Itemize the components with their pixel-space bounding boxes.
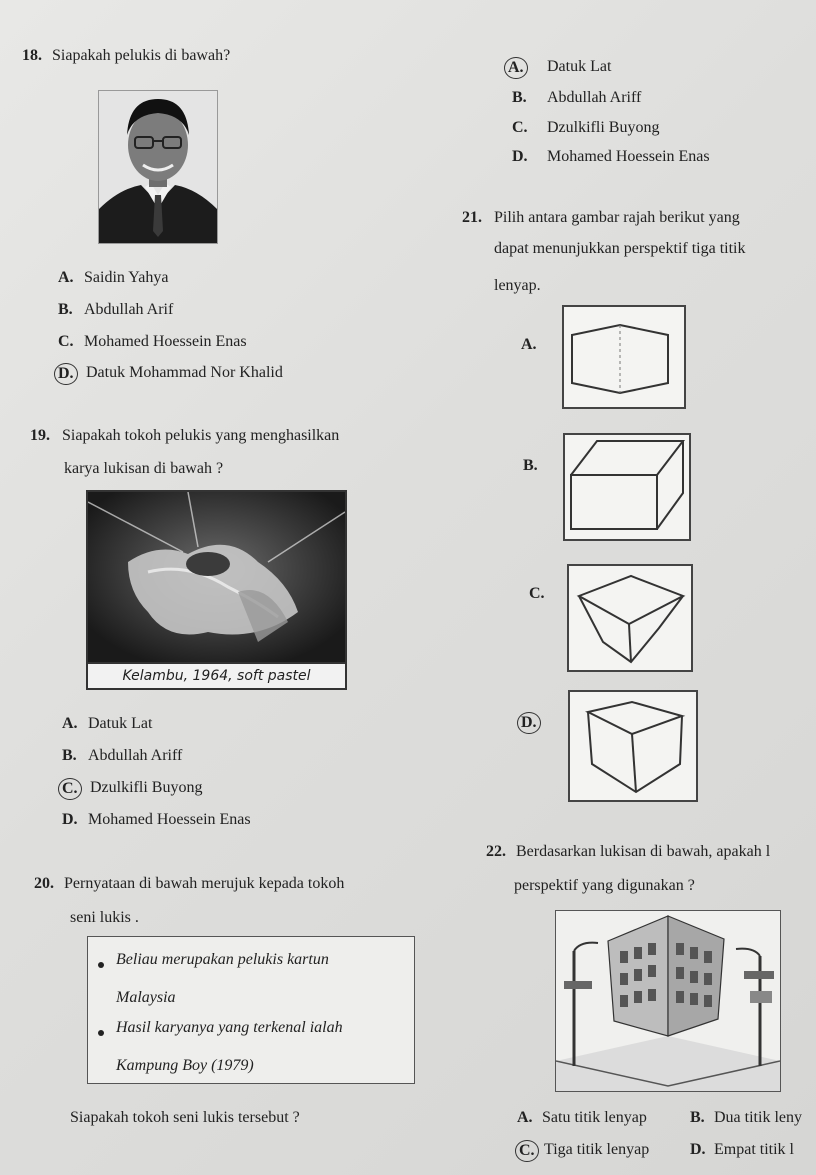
q20-option-b-text[interactable]: Abdullah Ariff [547, 89, 642, 106]
q22-option-b-text[interactable]: Dua titik leny [714, 1109, 802, 1126]
bullet-dot [98, 962, 104, 968]
bullet-dot [98, 1030, 104, 1036]
q18-option-c-text[interactable]: Mohamed Hoessein Enas [84, 333, 247, 350]
q20-question-line2: seni lukis . [70, 909, 139, 926]
painting-caption: Kelambu, 1964, soft pastel [88, 662, 345, 688]
q22-option-b-letter[interactable]: B. [690, 1109, 705, 1126]
q19-selected-circle: C. [58, 778, 82, 800]
q21-selected-circle: D. [517, 712, 541, 734]
q20-question-line1: Pernyataan di bawah merujuk kepada tokoh [64, 875, 345, 892]
statement-1-line1: Beliau merupakan pelukis kartun [116, 951, 329, 968]
q18-option-d-letter[interactable] [58, 363, 78, 385]
q21-option-d-letter[interactable] [521, 712, 541, 734]
statement-box [87, 936, 415, 1084]
q22-option-d-text[interactable]: Empat titik l [714, 1141, 794, 1158]
q19-option-a-text[interactable]: Datuk Lat [88, 715, 153, 732]
q19-option-d-text[interactable]: Mohamed Hoessein Enas [88, 811, 251, 828]
q21-question-line3: lenyap. [494, 277, 541, 294]
q22-question-line2: perspektif yang digunakan ? [514, 877, 695, 894]
q18-option-b-letter[interactable]: B. [58, 301, 73, 318]
q19-option-d-letter[interactable]: D. [62, 811, 78, 828]
q18-question: Siapakah pelukis di bawah? [52, 47, 231, 64]
q19-option-b-text[interactable]: Abdullah Ariff [88, 747, 183, 764]
q20-option-a-text[interactable]: Datuk Lat [547, 58, 612, 75]
q18-option-c-letter[interactable]: C. [58, 333, 74, 350]
q20-option-c-letter[interactable]: C. [512, 119, 528, 136]
q20-option-d-letter[interactable]: D. [512, 148, 528, 165]
q19-number: 19. [30, 427, 50, 444]
q20-option-a-letter[interactable] [508, 57, 528, 79]
q21-option-a-letter[interactable]: A. [521, 336, 537, 353]
q21-figure-b[interactable] [563, 433, 691, 541]
q22-option-a-letter[interactable]: A. [517, 1109, 533, 1126]
q19-option-b-letter[interactable]: B. [62, 747, 77, 764]
statement-2-line2: Kampung Boy (1979) [116, 1057, 254, 1074]
q22-option-c-text[interactable]: Tiga titik lenyap [544, 1141, 650, 1158]
q21-figure-a[interactable] [562, 305, 686, 409]
q20-followup: Siapakah tokoh seni lukis tersebut ? [70, 1109, 300, 1126]
painter-portrait-photo [98, 90, 218, 244]
q21-question-line1: Pilih antara gambar rajah berikut yang [494, 209, 740, 226]
statement-1-line2: Malaysia [116, 989, 176, 1006]
q18-option-a-text[interactable]: Saidin Yahya [84, 269, 169, 286]
q18-option-b-text[interactable]: Abdullah Arif [84, 301, 174, 318]
q18-selected-circle: D. [54, 363, 78, 385]
q21-option-b-letter[interactable]: B. [523, 457, 538, 474]
q22-option-c-letter[interactable] [519, 1140, 539, 1162]
q22-selected-circle: C. [515, 1140, 539, 1162]
q22-question-line1: Berdasarkan lukisan di bawah, apakah l [516, 843, 771, 860]
q19-option-c-letter[interactable] [62, 778, 82, 800]
q21-figure-d[interactable] [568, 690, 698, 802]
q19-question-line1: Siapakah tokoh pelukis yang menghasilkan [62, 427, 340, 444]
q22-number: 22. [486, 843, 506, 860]
q20-option-d-text[interactable]: Mohamed Hoessein Enas [547, 148, 710, 165]
q20-number: 20. [34, 875, 54, 892]
q21-figure-c[interactable] [567, 564, 693, 672]
q19-option-a-letter[interactable]: A. [62, 715, 78, 732]
q21-question-line2: dapat menunjukkan perspektif tiga titik [494, 240, 746, 257]
q21-number: 21. [462, 209, 482, 226]
statement-2-line1: Hasil karyanya yang terkenal ialah [116, 1019, 343, 1036]
q19-option-c-text[interactable]: Dzulkifli Buyong [90, 779, 203, 796]
q18-option-d-text[interactable]: Datuk Mohammad Nor Khalid [86, 364, 283, 381]
q18-number: 18. [22, 47, 42, 64]
q19-question-line2: karya lukisan di bawah ? [64, 460, 224, 477]
q18-option-a-letter[interactable]: A. [58, 269, 74, 286]
street-corner-drawing [555, 910, 781, 1092]
q20-option-c-text[interactable]: Dzulkifli Buyong [547, 119, 660, 136]
q22-option-a-text[interactable]: Satu titik lenyap [542, 1109, 647, 1126]
q20-selected-circle: A. [504, 57, 528, 79]
q20-option-b-letter[interactable]: B. [512, 89, 527, 106]
q21-option-c-letter[interactable]: C. [529, 585, 545, 602]
q22-option-d-letter[interactable]: D. [690, 1141, 706, 1158]
kelambu-painting [86, 490, 347, 690]
